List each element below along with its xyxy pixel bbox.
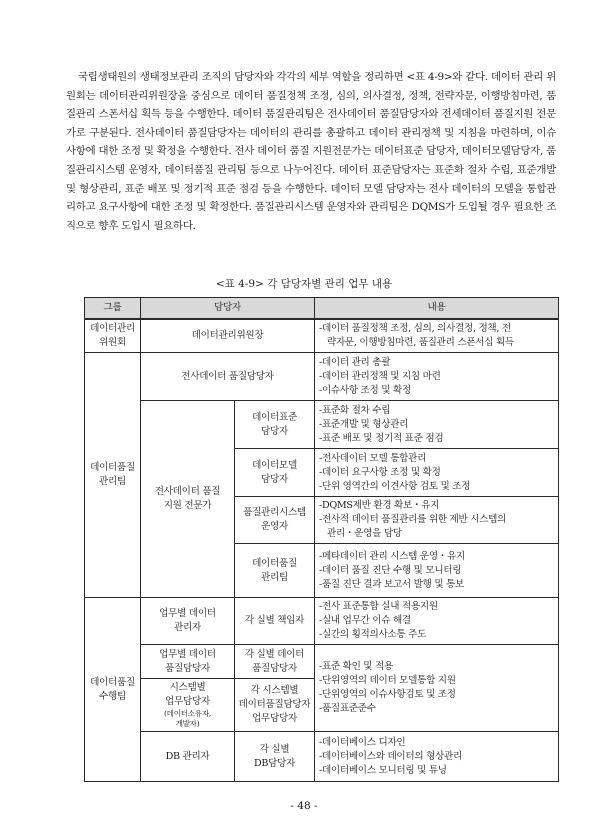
person-cell-support-expert: 전사데이터 품질 지원 전문가 <box>141 401 235 598</box>
table-row <box>85 353 559 401</box>
desc-line: -표준개발 및 형상관리 <box>319 418 409 430</box>
table-row <box>85 732 559 782</box>
person-cell: 데이터모델 담당자 <box>235 449 315 497</box>
person-cell: 시스템별 업무담당자 (데이터소유자, 개발자) <box>141 679 235 732</box>
desc-cell <box>315 449 559 497</box>
desc-line: -표준 배포 및 정기적 표준 점검 <box>319 432 444 444</box>
person-cell: 품질관리시스템 운영자 <box>235 497 315 544</box>
table-row <box>85 401 559 449</box>
desc-line: -데이터 관리정책 및 지침 마련 <box>319 370 441 382</box>
desc-line: -단위영역의 이슈사항검토 및 조정 <box>319 689 456 700</box>
desc-cell <box>315 732 559 782</box>
desc-line: -표준 확인 및 적용 <box>319 661 393 672</box>
person-sub-note: (데이터소유자, 개발자) <box>164 709 211 728</box>
desc-line: -데이터베이스 모니터링 및 튜닝 <box>319 764 447 776</box>
table-caption: <표 4-9> 각 담당자별 관리 업무 내용 <box>215 278 393 290</box>
role-table <box>84 297 559 782</box>
desc-cell <box>315 401 559 449</box>
desc-line: 략자문, 이행방침마련, 품질관리 스폰서십 획득 <box>327 337 514 348</box>
desc-cell <box>315 544 559 598</box>
desc-line: -이슈사항 조정 및 확정 <box>319 384 411 396</box>
person-cell: 데이터관리위원장 <box>141 319 315 353</box>
table-row <box>85 319 559 353</box>
person-cell: 데이터품질 관리팀 <box>235 544 315 598</box>
desc-cell <box>315 497 559 544</box>
table-header-row <box>85 298 559 320</box>
desc-line: -단위영역의 데이터 모델통합 지원 <box>319 675 456 686</box>
desc-line: -실간의 횡적의사소통 주도 <box>319 629 427 640</box>
desc-line: -품질 진단 결과 보고서 발행 및 통보 <box>319 578 464 590</box>
desc-line: -DQMS제반 환경 확보・유지 <box>319 500 440 511</box>
desc-line: -실내 업무간 이슈 해결 <box>319 615 411 626</box>
desc-line: -전사 표준통합 실내 적용지원 <box>319 601 438 612</box>
page-number: - 48 - <box>290 800 318 812</box>
person-cell: DB 관리자 <box>141 732 235 782</box>
group-cell-committee: 데이터관리 위원회 <box>85 319 141 353</box>
desc-line: -메타데이터 관리 시스템 운영・유지 <box>319 550 466 562</box>
desc-line: -데이터 품질정책 조정, 심의, 의사결정, 정책, 전 <box>319 323 511 334</box>
header-group: 그룹 <box>85 298 141 320</box>
desc-line: -데이터 관리 총괄 <box>319 356 391 368</box>
table-row <box>85 598 559 645</box>
desc-cell <box>315 598 559 645</box>
person-cell: 데이터표준 담당자 <box>235 401 315 449</box>
person-cell: 전사데이터 품질담당자 <box>141 353 315 401</box>
desc-line: -데이터베이스와 데이터의 형상관리 <box>319 750 462 762</box>
header-person: 담당자 <box>141 298 315 320</box>
person-cell: 업무별 데이터 품질담당자 <box>141 645 235 679</box>
desc-line: 관리・운영을 담당 <box>327 528 402 539</box>
header-content: 내용 <box>315 298 559 320</box>
desc-line: -표준화 절차 수립 <box>319 404 391 416</box>
body-paragraph: 국립생태원의 생태정보관리 조직의 담당자와 각각의 세부 역할을 정리하면 <표 4-9>와 같다. 데이터 관리 위원회는 데이터관리위원장을 중심으로 데이터 품질정책 조정, 심의, 의사결정, 정책, 전략자문, 이행방침마련, 품질관리 스폰서십 획득 등을 수행한다. 데이터 품질관리팀은 전사데이터 품질담당자와 전세데이터 품질지원 전문가로 구분된다. 전사데이터 품질담당자는 데이터의 관리를 총괄하고 데이터 관리정책 및 지침을 마련하며, 이슈사항에 대한 조정 및 확정을 수행한다. 전사 데이터 품질 지원전문가는 데이터표준 담당자, 데이터모델담당자, 품질관리시스템 운영자, 데이터품질 관리팀 등으로 나누어진다. 데이터 표준담당자는 표준화 절차 수립, 표준개발 및 형상관리, 표준 배포 및 정기적 표준 점검 등을 수행한다. 데이터 모델 담당자는 전사 데이터의 모델을 통합관리하고 요구사항에 대한 조정 및 확정한다. 품질관리시스템 운영자와 관리팀은 DQMS가 도입될 경우 필요한 조직으로 향후 도입시 필요하다. <box>66 71 556 232</box>
desc-line: -데이터 요구사항 조정 및 확정 <box>319 466 441 478</box>
desc-line: -데이터베이스 디자인 <box>319 736 406 748</box>
desc-line: -전사적 데이터 품질관리를 위한 제반 시스템의 <box>319 514 507 525</box>
role-cell: 각 실별 DB담당자 <box>235 732 315 782</box>
desc-line: -전사데이터 모델 통합관리 <box>319 452 427 464</box>
desc-cell <box>315 353 559 401</box>
desc-cell <box>315 319 559 353</box>
desc-line: -단위 영역간의 이견사항 검토 및 조정 <box>319 480 471 492</box>
role-cell: 각 시스템별 데이터품질담당자 업무담당자 <box>235 679 315 732</box>
role-cell: 각 실별 데이터 품질담당자 <box>235 645 315 679</box>
desc-cell <box>315 645 559 732</box>
desc-line: -데이터 품질 진단 수행 및 모니터링 <box>319 564 462 576</box>
group-cell-exec-team: 데이터품질 수행팀 <box>85 598 141 782</box>
table-row <box>85 645 559 679</box>
person-cell: 업무별 데이터 관리자 <box>141 598 235 645</box>
desc-line: -품질표준준수 <box>319 703 376 714</box>
role-cell: 각 실별 책임자 <box>235 598 315 645</box>
group-cell-quality-team: 데이터품질 관리팀 <box>85 353 141 598</box>
